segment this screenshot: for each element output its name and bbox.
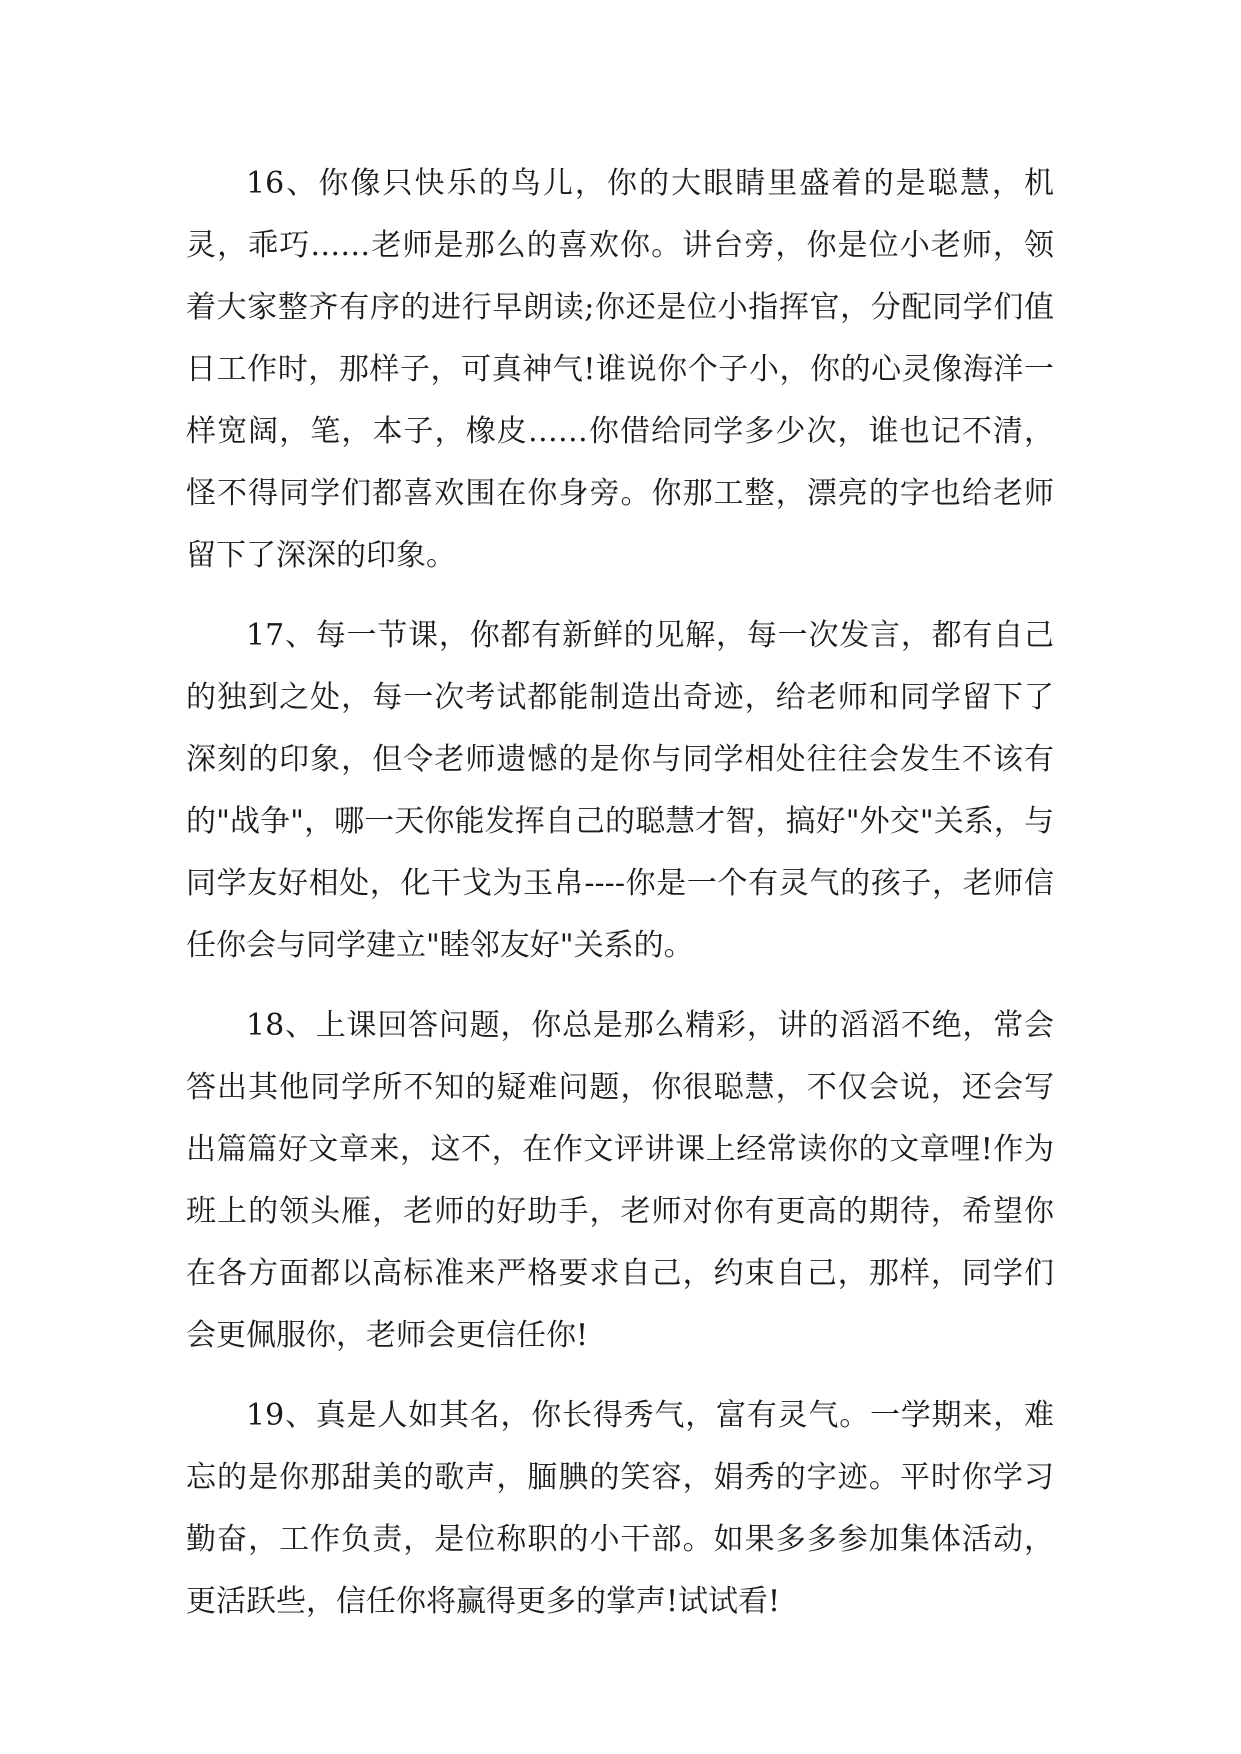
paragraph-19: 19、真是人如其名，你长得秀气，富有灵气。一学期来，难忘的是你那甜美的歌声，腼腆的笑容，娟秀的字迹。平时你学习勤奋，工作负责，是位称职的小干部。如果多多参加集体活动，更活跃些，信任你将赢得更多的掌声!试试看! (186, 1398, 1054, 1619)
document-body (186, 153, 1054, 1633)
paragraph-18: 18、上课回答问题，你总是那么精彩，讲的滔滔不绝，常会答出其他同学所不知的疑难问题，你很聪慧，不仅会说，还会写出篇篇好文章来，这不，在作文评讲课上经常读你的文章哩!作为班上的领头雁，老师的好助手，老师对你有更高的期待，希望你在各方面都以高标准来严格要求自己，约束自己，那样，同学们会更佩服你，老师会更信任你! (186, 1008, 1054, 1353)
paragraph-16: 16、你像只快乐的鸟儿，你的大眼睛里盛着的是聪慧，机灵，乖巧……老师是那么的喜欢你。讲台旁，你是位小老师，领着大家整齐有序的进行早朗读;你还是位小指挥官，分配同学们值日工作时，那样子，可真神气!谁说你个子小，你的心灵像海洋一样宽阔，笔，本子，橡皮……你借给同学多少次，谁也记不清，怪不得同学们都喜欢围在你身旁。你那工整，漂亮的字也给老师留下了深深的印象。 (186, 166, 1054, 573)
paragraph-17: 17、每一节课，你都有新鲜的见解，每一次发言，都有自己的独到之处，每一次考试都能制造出奇迹，给老师和同学留下了深刻的印象，但令老师遗憾的是你与同学相处往往会发生不该有的"战争"，哪一天你能发挥自己的聪慧才智，搞好"外交"关系，与同学友好相处，化干戈为玉帛----你是一个有灵气的孩子，老师信任你会与同学建立"睦邻友好"关系的。 (186, 618, 1054, 963)
